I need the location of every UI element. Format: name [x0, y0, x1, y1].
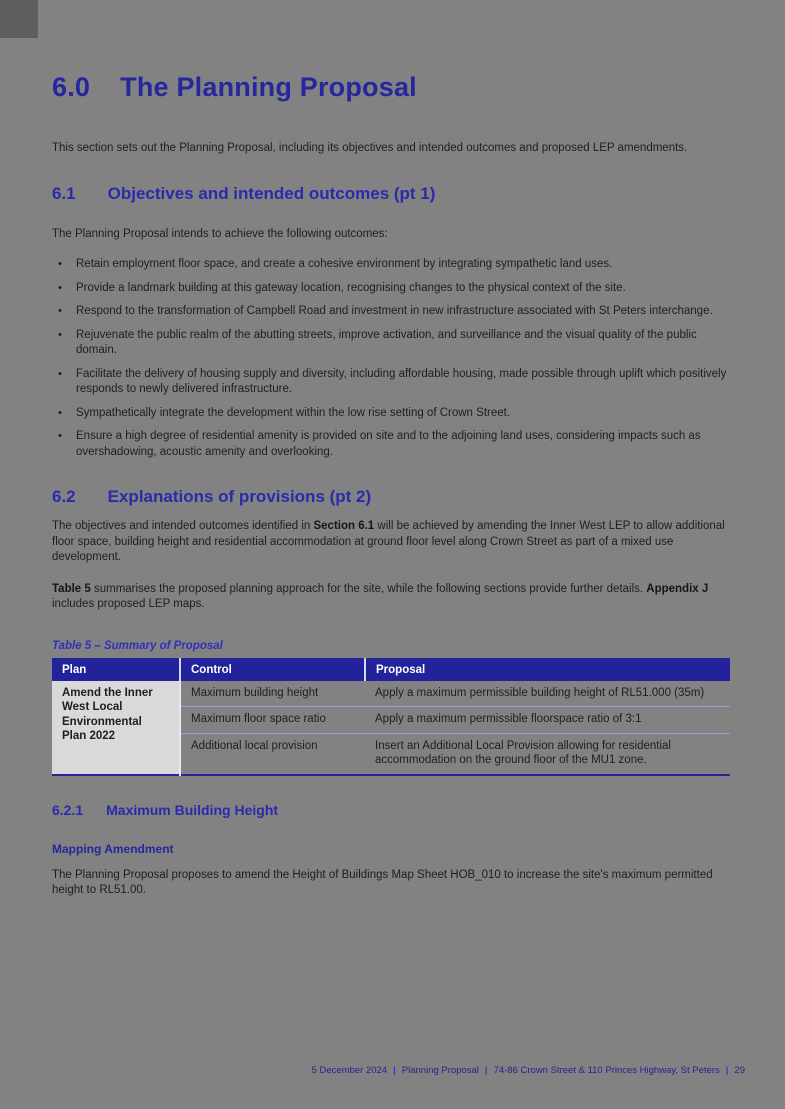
outcomes-lead: The Planning Proposal intends to achieve the following outcomes:	[52, 227, 388, 240]
control-cell: Additional local provision	[180, 733, 365, 775]
control-cell: Maximum floor space ratio	[180, 707, 365, 734]
list-item: • Respond to the transformation of Campbell Road and investment in new infrastructure associated with St Peters interchange.	[52, 304, 733, 320]
mapping-amendment-subheading: Mapping Amendment	[52, 841, 174, 856]
plan-cell: Amend the Inner West Local Environmental Plan 2022	[52, 681, 180, 775]
list-item: • Retain employment floor space, and create a cohesive environment by integrating sympathetic land uses.	[52, 257, 733, 273]
section-number: 6.2.1	[52, 801, 84, 818]
list-item: • Sympathetically integrate the development within the low rise setting of Crown Street.	[52, 406, 733, 422]
list-item: • Facilitate the delivery of housing supply and diversity, including affordable housing, made possible through uplift which positively responds to newly delivered infrastructure.	[52, 367, 733, 398]
section-number: 6.2	[52, 487, 76, 506]
heading-max-building-height	[52, 802, 733, 818]
bold-text-run: Section 6.1	[313, 520, 375, 532]
section-title-text: The Planning Proposal	[120, 72, 417, 102]
proposal-cell: Insert an Additional Local Provision allowing for residential accommodation on the ground floor of the MU1 zone.	[365, 733, 730, 775]
bold-text-run: Table 5	[52, 582, 91, 595]
section-title-text: Objectives and intended outcomes (pt 1)	[107, 183, 436, 203]
list-item: • Provide a landmark building at this gateway location, recognising changes to the physical context of the site.	[52, 281, 733, 297]
proposal-cell: Apply a maximum permissible floorspace ratio of 3:1	[365, 707, 730, 734]
heading-explanations	[52, 487, 733, 507]
section-title-text: Explanations of provisions (pt 2)	[107, 487, 372, 506]
footer-separator: |	[725, 1065, 729, 1076]
bold-text-run: Appendix J	[646, 582, 709, 595]
table-row	[52, 681, 730, 707]
outcomes-list	[52, 257, 733, 460]
column-header-proposal: Proposal	[365, 658, 730, 681]
footer-site-address: 74-86 Crown Street & 110 Princes Highway, St Peters	[493, 1065, 720, 1076]
heading-objectives	[52, 184, 733, 204]
page-title	[52, 72, 733, 103]
footer-date: 5 December 2024	[311, 1065, 388, 1076]
table-reference-paragraph	[52, 582, 733, 613]
section-title-text: Maximum Building Height	[106, 801, 279, 818]
control-cell: Maximum building height	[180, 681, 365, 707]
list-item: • Ensure a high degree of residential amenity is provided on site and to the adjoining land uses, considering impacts such as overshadowing, acoustic amenity and overlooking.	[52, 429, 733, 460]
column-header-control: Control	[180, 658, 365, 681]
explanation-paragraph	[52, 519, 733, 566]
list-item: • Rejuvenate the public realm of the abutting streets, improve activation, and surveillance and the visual quality of the public domain.	[52, 328, 733, 359]
footer-doc-name: Planning Proposal	[401, 1065, 479, 1076]
summary-of-proposal-table	[52, 658, 730, 776]
footer-page-number: 29	[734, 1065, 745, 1076]
intro-paragraph: This section sets out the Planning Proposal, including its objectives and intended outcomes and proposed LEP amendments.	[52, 142, 688, 154]
text-run: The objectives and intended outcomes identified in	[52, 520, 314, 532]
proposal-cell: Apply a maximum permissible building height of RL51.000 (35m)	[365, 681, 730, 707]
table-caption: Table 5 – Summary of Proposal	[52, 639, 223, 652]
section-number: 6.1	[52, 183, 76, 203]
column-header-plan: Plan	[52, 658, 180, 681]
text-run: will be achieved by amending the Inner West LEP to allow additional floor space, building height and residential accommodation at ground floor level along Crown Street as part of a mixed use development.	[52, 520, 725, 563]
page-footer	[312, 1065, 745, 1076]
mapping-amendment-paragraph: The Planning Proposal proposes to amend the Height of Buildings Map Sheet HOB_010 to increase the site's maximum permitted height to RL51.00.	[52, 868, 713, 896]
text-run: summarises the proposed planning approach for the site, while the following sections provide further details.	[90, 582, 647, 595]
section-number: 6.0	[52, 72, 91, 102]
footer-separator: |	[393, 1065, 396, 1076]
table-header-row	[52, 658, 730, 681]
footer-separator: |	[484, 1065, 488, 1076]
text-run: includes proposed LEP maps.	[52, 598, 205, 610]
